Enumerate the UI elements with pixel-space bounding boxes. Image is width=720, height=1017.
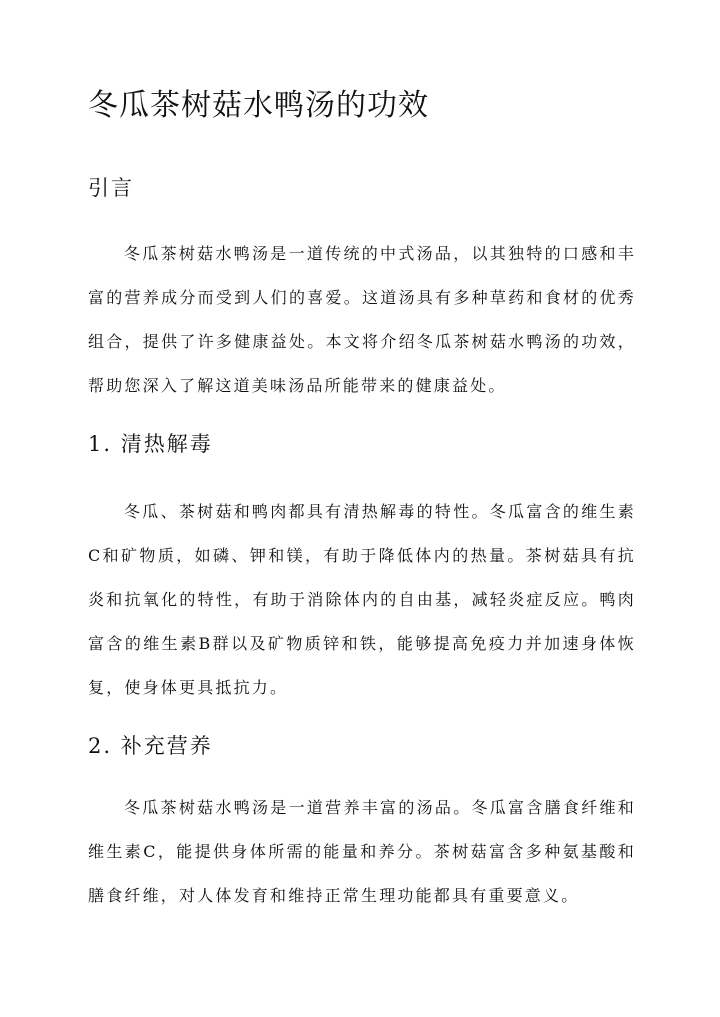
paragraph-clear-heat: 冬瓜、茶树菇和鸭肉都具有清热解毒的特性。冬瓜富含的维生素C和矿物质，如磷、钾和镁，有助于降低体内的热量。茶树菇具有抗炎和抗氧化的特性，有助于消除体内的自由基，减轻炎症反应。鸭肉富含的维生素B群以及矿物质锌和铁，能够提高免疫力并加速身体恢复，使身体更具抵抗力。 <box>88 502 636 697</box>
section-heading-nutrition: 2. 补充营养 <box>88 734 213 758</box>
section-heading-clear-heat: 1. 清热解毒 <box>88 432 213 456</box>
paragraph-nutrition: 冬瓜茶树菇水鸭汤是一道营养丰富的汤品。冬瓜富含膳食纤维和维生素C，能提供身体所需的能量和养分。茶树菇富含多种氨基酸和膳食纤维，对人体发育和维持正常生理功能都具有重要意义。 <box>88 798 636 905</box>
document-title: 冬瓜茶树菇水鸭汤的功效 <box>88 88 429 123</box>
paragraph-introduction: 冬瓜茶树菇水鸭汤是一道传统的中式汤品，以其独特的口感和丰富的营养成分而受到人们的喜爱。这道汤具有多种草药和食材的优秀组合，提供了许多健康益处。本文将介绍冬瓜茶树菇水鸭汤的功效，帮助您深入了解这道美味汤品所能带来的健康益处。 <box>88 244 636 395</box>
section-heading-introduction: 引言 <box>88 176 134 200</box>
